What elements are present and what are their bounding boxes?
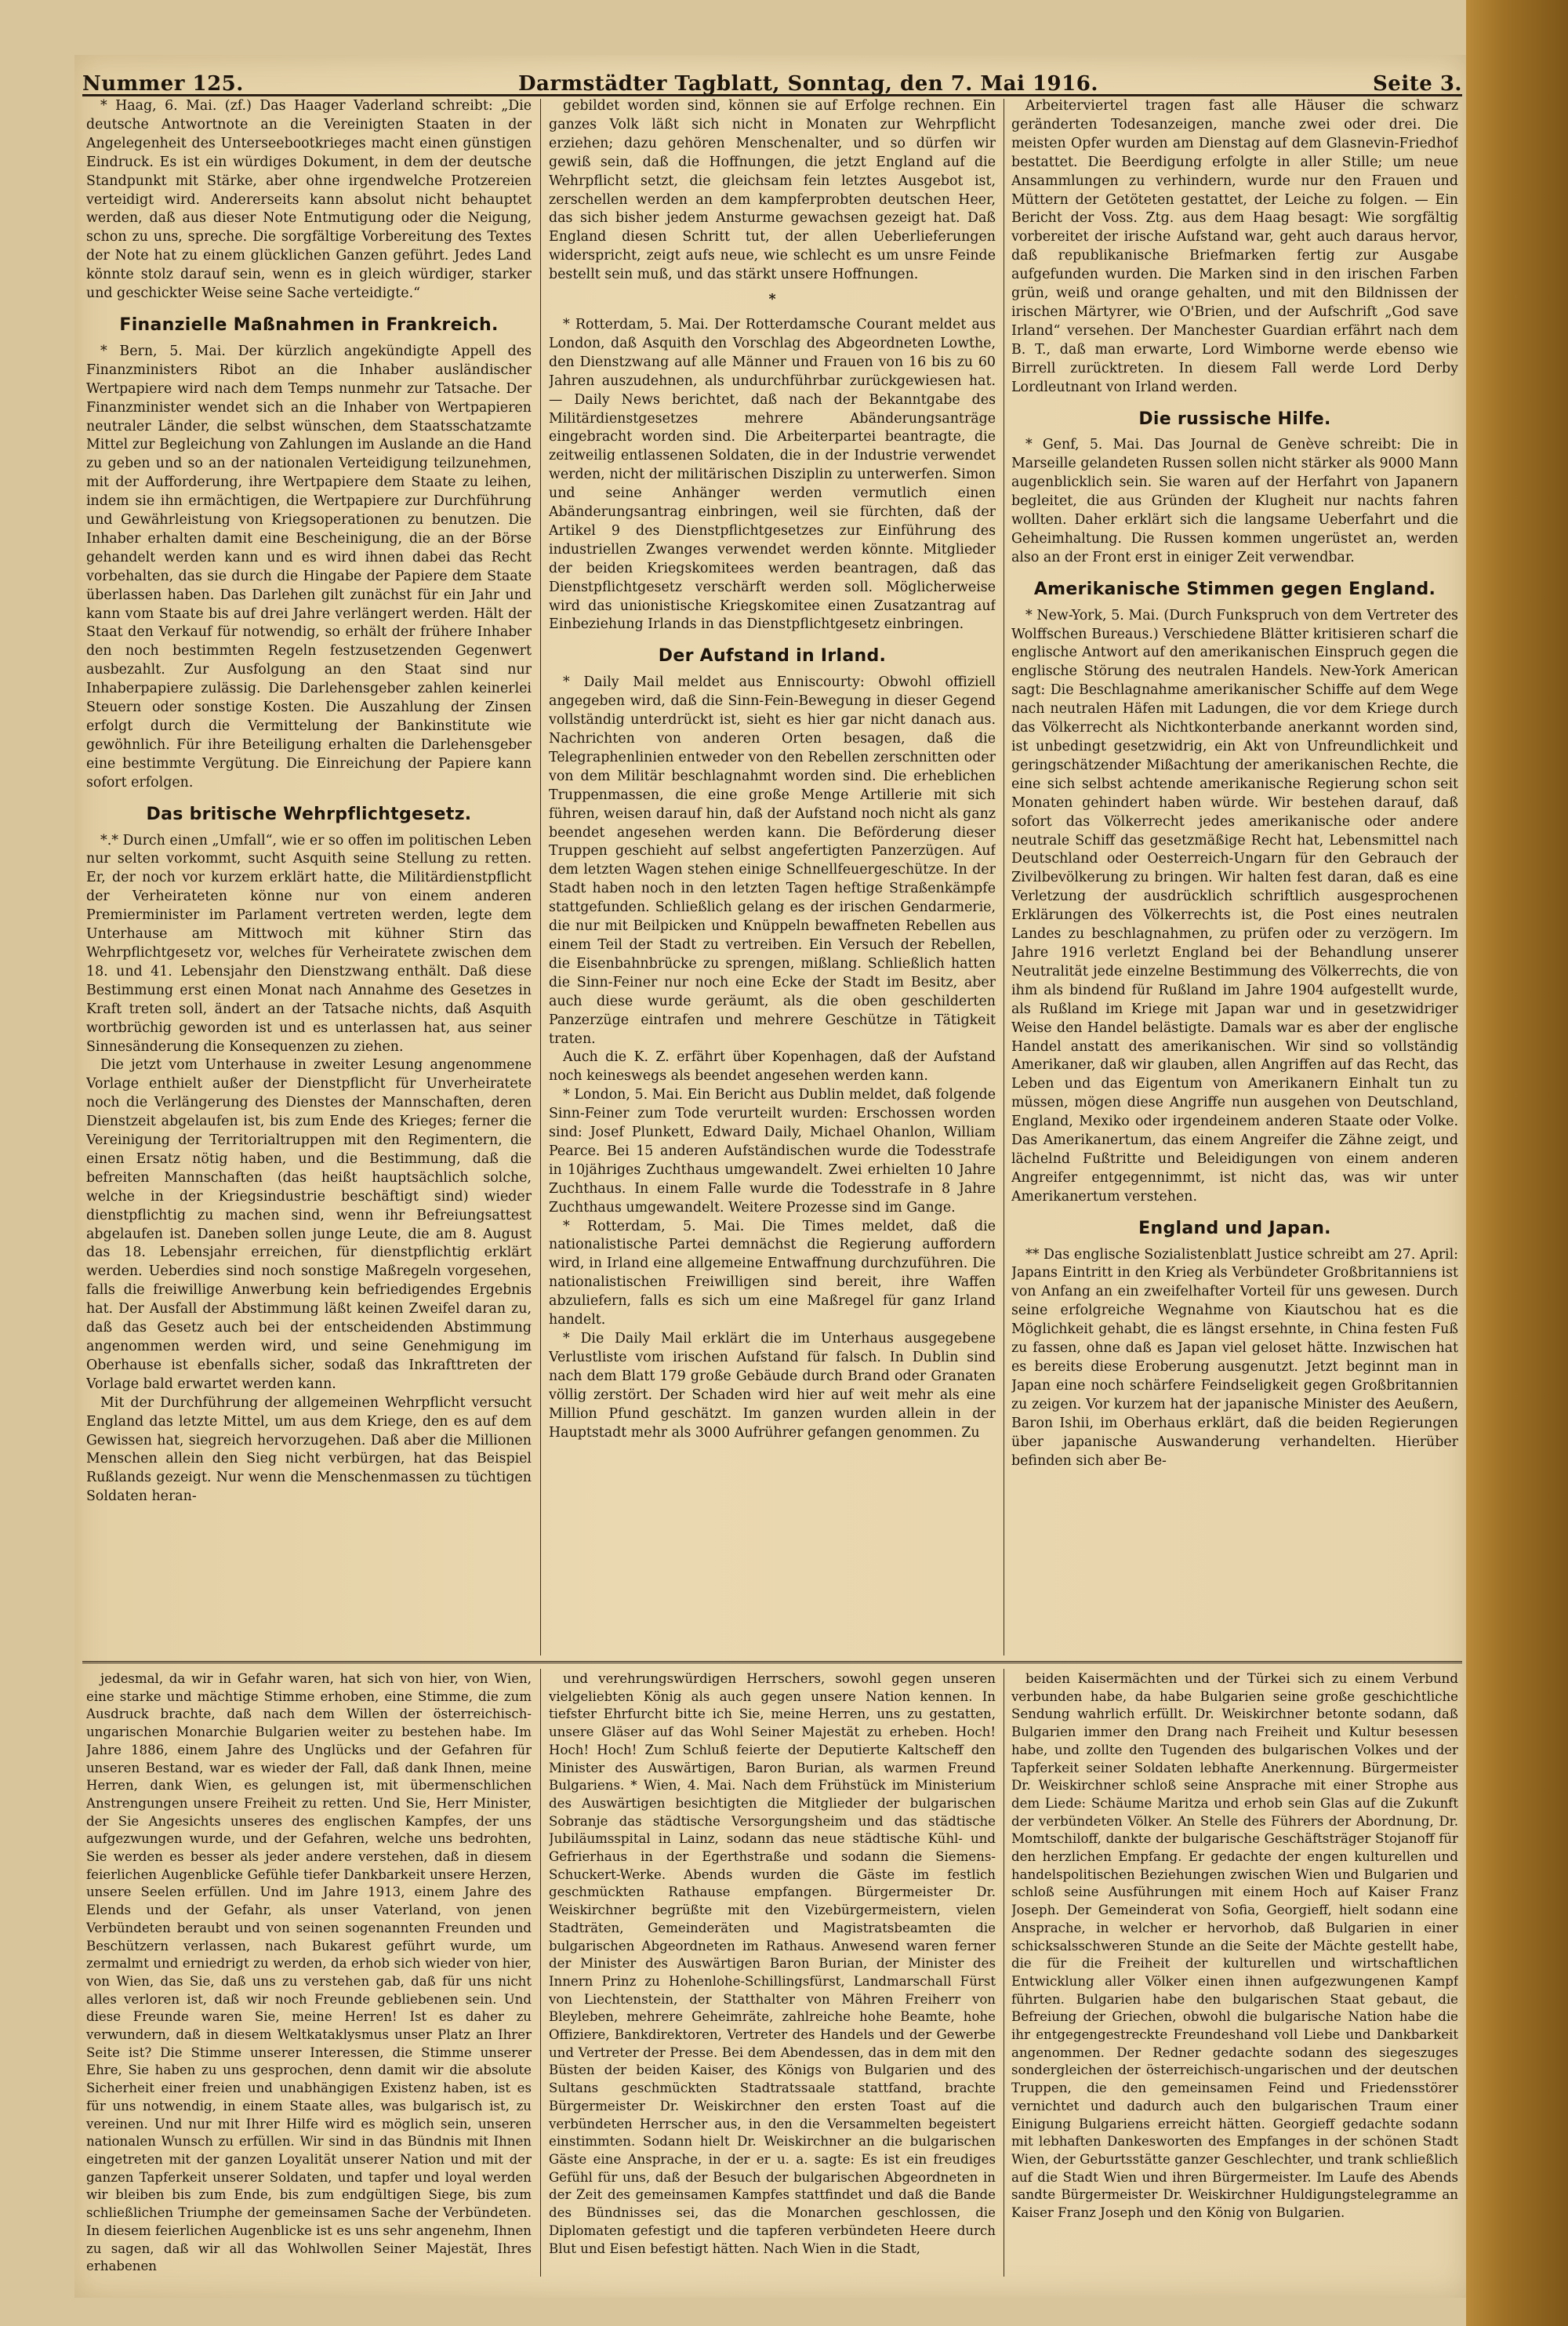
header-rule — [82, 94, 1462, 96]
article-wehrpflicht-3: Mit der Durchführung der allgemeinen Wehrpflicht versucht England das letzte Mittel, um aus dem Kriege, den es auf dem Gewissen hat, siegreich hervorzugehen. Daß aber die Millionen Menschen allein den Sieg nicht verbürgen, hat das Beispiel Rußlands gezeigt. Nur wenn die Menschenmassen zu tüchtigen Soldaten heran- — [86, 1394, 532, 1505]
bottom-column-2 — [549, 1670, 996, 2274]
headline-finanzielle-massnahmen: Finanzielle Maßnahmen in Frankreich. — [119, 314, 499, 335]
headline-russische-hilfe: Die russische Hilfe. — [1138, 409, 1331, 429]
article-bulgarien-2: und verehrungswürdigen Herrschers, sowohl gegen unseren vielgeliebten König als auch gegen unsere Nation kennen. In tiefster Ehrfurcht bitte ich Sie, meine Herren, uns zu gestatten, unsere Gläser auf das Wohl Seiner Majestät zu erheben. Hoch! Hoch! Hoch! Zum Schluß feierte der Deputierte Kaltscheff den Minister des Auswärtigen, Baron Burian, als warmen Freund Bulgariens. * Wien, 4. Mai. Nach dem Frühstück im Ministerium des Auswärtigen besichtigten die Mitglieder der bulgarischen Sobranje das städtische Versorgungsheim und das städtische Jubiläumsspital in Lainz, sodann das neue städtische Kühl- und Gefrierhaus in der Egerthstraße und sodann die Siemens-Schuckert-Werke. Abends wurden die Gäste im festlich geschmückten Rathause empfangen. Bürgermeister Dr. Weiskirchner begrüßte mit den Vizebürgermeistern, vielen Stadträten, Gemeinderäten und Magistratsbeamten die bulgarischen Abgeordneten im Rathaus. Anwesend waren ferner der Minister des Auswärtigen Baron Burian, der Minister des Innern Prinz zu Hohenlohe-Schillingsfürst, Landmarschall Fürst von Liechtenstein, der Statthalter von Mähren Freiherr von Bleyleben, mehrere Geheimräte, zahlreiche hohe Beamte, hohe Offiziere, Bankdirektoren, Vertreter des Handels und der Gewerbe und Vertreter der Presse. Bei dem Abendessen, das in dem mit den Büsten der beiden Kaiser, des Königs von Bulgarien und des Sultans geschmückten Stadtratssaale stattfand, brachte Bürgermeister Dr. Weiskirchner den ersten Toast auf die verbündeten Herrscher aus, in den die Versammelten begeistert einstimmten. Sodann hielt Dr. Weiskirchner an die bulgarischen Gäste eine Ansprache, in der er u. a. sagte: Es ist ein freudiges Gefühl für uns, daß der Besuch der bulgarischen Abgeordneten in der Zeit des gemeinsamen Kampfes stattfindet und daß die Bande des Bündnisses sei, das die Monarchen geschlossen, die Diplomaten gefestigt und die tapferen verbündeten Heere durch Blut und Eisen befestigt hätten. Nach Wien in die Stadt, — [549, 1671, 996, 2256]
article-new-york: * New-York, 5. Mai. (Durch Funkspruch von dem Vertreter des Wolffschen Bureaus.) Verschiedene Blätter kritisieren scharf die englische Antwort auf den amerikanischen Einspruch gegen die englische Störung des neutralen Handels. New-York American sagt: Die Beschlagnahme amerikanischer Schiffe auf dem Wege nach neutralen Häfen mit Ladungen, die vor dem Kriege durch das Völkerrecht als Nichtkonterbande anerkannt worden sind, ist unbedingt gesetzwidrig, ein Akt von Unfreundlichkeit und geringschätzender Mißachtung der amerikanischen Rechte, die eine sich selbst achtende amerikanische Regierung schon seit Monaten gehindert haben würde. Wir bestehen darauf, daß sofort das Völkerrecht jedes amerikanische oder andere neutrale Schiff das gesetzmäßige Recht hat, Lebensmittel nach Deutschland oder Oesterreich-Ungarn für den Gebrauch der Zivilbevölkerung zu bringen. Wir halten fest daran, daß es eine Verletzung der ausdrücklich schriftlich ausgesprochenen Erklärungen des Völkerrechts ist, die Post eines neutralen Landes zu beschlagnahmen, zu prüfen oder zu verzögern. Im Jahre 1916 verletzt England bei der Behandlung unserer Neutralität jede einzelne Bestimmung des Völkerrechts, die von ihm als bindend für Rußland im Jahre 1904 aufgestellt wurde, als Rußland im Kriege mit Japan war und in gesetzwidriger Weise den Handel belästigte. Damals war es aber der englische Handel anstatt des amerikanischen. Wir sind so vollständig Amerikaner, daß wir glauben, allen Angriffen auf das Recht, das Leben und das Eigentum von Amerikanern Einhalt tun zu müssen, mögen diese Angriffe nun ausgehen von Deutschland, England, Mexiko oder irgendeinem anderen Staate oder Volke. Das Amerikanertum, das einem Angreifer die Zähne zeigt, und lächelnd Fußtritte und Beleidigungen von einem anderen Angreifer entgegennimmt, ist nicht das, was wir unter Amerikanertum verstehen. — [1011, 607, 1458, 1205]
bottom-column-3 — [1011, 1670, 1458, 2274]
bottom-column-1 — [86, 1670, 532, 2274]
column-rule — [540, 1669, 541, 2277]
page-header — [82, 64, 1462, 96]
headline-aufstand-irland: Der Aufstand in Irland. — [658, 646, 887, 667]
issue-number: Nummer 125. — [82, 72, 244, 96]
article-verlustliste: * Die Daily Mail erklärt die im Unterhaus ausgegebene Verlustliste vom irischen Aufstand für falsch. In Dublin sind nach dem Blatt 179 große Gebäude durch Brand oder Granaten völlig zerstört. Der Schaden wird hier auf weit mehr als eine Million Pfund geschätzt. Im ganzen wurden allein in der Hauptstadt mehr als 3000 Aufrührer gefangen genommen. Zu — [549, 1331, 996, 1441]
headline-england-japan: England und Japan. — [1138, 1218, 1331, 1238]
article-daily-mail: * Daily Mail meldet aus Enniscourty: Obwohl offiziell angegeben wird, daß die Sinn-Fein-Bewegung in dieser Gegend vollständig unterdrückt ist, sieht es hier gar nicht danach aus. Nachrichten von anderen Orten besagen, daß die Telegraphenlinien entweder von den Rebellen zerschnitten oder von dem Militär beschlagnahmt worden sind. Die erheblichen Truppenmassen, die eine große Menge Artillerie mit sich führen, weisen darauf hin, daß der Aufstand noch nicht als ganz beendet angesehen werden kann. Die Beförderung dieser Truppen geschieht auf selbst angefertigten Panzerzügen. Auf dem letzten Wagen stehen einige Schnellfeuergeschütze. In der Stadt haben noch in den letzten Tagen heftige Straßenkämpfe stattgefunden. Schließlich gelang es der irischen Gendarmerie, die nur mit Beilpicken und Knüppeln bewaffneten Rebellen aus einem Teil der Stadt zu vertreiben. Ein Versuch der Rebellen, die Eisenbahnbrücke zu sprengen, mißlang. Schließlich hatten die Sinn-Feiner nur noch eine Ecke der Stadt im Besitz, aber auch diese wurde geräumt, als die oben geschilderten Panzerzüge eintrafen und mehrere Geschütze in Tätigkeit traten. — [549, 674, 996, 1047]
article-rotterdam-1: * Rotterdam, 5. Mai. Der Rotterdamsche Courant meldet aus London, daß Asquith den Vorschlag des Abgeordneten Lowthe, den Dienstzwang auf alle Männer und Frauen von 16 bis zu 60 Jahren auszudehnen, als undurchführbar zurückgewiesen hat. — Daily News berichtet, daß nach der Bekanntgabe des Militärdienstgesetzes mehrere Abänderungsanträge eingebracht worden sind. Die Arbeiterpartei beantragte, die zeitweilig entlassenen Soldaten, die in der Industrie verwendet werden, nicht der militärischen Disziplin zu unterwerfen. Simon und seine Anhänger werden vermutlich einen Abänderungsantrag einbringen, weil sie fürchten, daß der Artikel 9 des Dienstpflichtgesetzes zur Einführung des industriellen Zwanges verwendet werden könnte. Mitglieder der beiden Kriegskomitees werden beantragen, daß das Dienstpflichtgesetz verschärft werden soll. Möglicherweise wird das unionistische Kriegskomitee einen Zusatzantrag auf Einbeziehung Irlands in das Dienstpflichtgesetz einbringen. — [549, 316, 996, 633]
article-haag: * Haag, 6. Mai. (zf.) Das Haager Vaderland schreibt: „Die deutsche Antwortnote an die Vereinigten Staaten in der Angelegenheit des Unterseebootkrieges macht einen günstigen Eindruck. Es ist ein würdiges Dokument, in dem der deutsche Standpunkt mit Stärke, aber ohne irgendwelche Protzereien verteidigt wird. Andererseits kann absolut nicht behauptet werden, daß aus dieser Note Entmutigung oder die Neigung, schon zu uns, spreche. Die sorgfältige Vorbereitung des Textes der Note hat zu einem glücklichen Ganzen geführt. Jedes Land könnte stolz darauf sein, wenn es in gleich würdiger, starker und geschickter Weise seine Sache verteidigte.“ — [86, 98, 532, 302]
article-genf: * Genf, 5. Mai. Das Journal de Genève schreibt: Die in Marseille gelandeten Russen sollen nicht stärker als 9000 Mann augenblicklich sein. Sie waren auf der Herfahrt von Japanern begleitet, die aus Gründen der Klugheit nur nachts fahren wollten. Daher erklärt sich die langsame Ueberfahrt und die Geheimhaltung. Die Russen kommen ungerüstet an, werden also an der Front erst in einiger Zeit verwendbar. — [1011, 437, 1458, 565]
article-wehrpflicht-2: Die jetzt vom Unterhause in zweiter Lesung angenommene Vorlage enthielt außer der Dienstpflicht für Unverheiratete noch die Verlängerung des Dienstes der Mannschaften, deren Dienstzeit abgelaufen ist, bis zum Ende des Krieges; ferner die Vereinigung der Territorialtruppen mit den Regimentern, die einen Ersatz nötig haben, und die Bestimmung, daß die befreiten Mannschaften (das heißt hauptsächlich solche, welche in der Kriegsindustrie beschäftigt sind) wieder dienstpflichtig zu machen sind, wenn ihr Befreiungsattest abgelaufen ist. Daneben sollen junge Leute, die am 8. August das 18. Lebensjahr erreichen, für dienstpflichtig erklärt werden. Ueberdies sind noch sonstige Maßregeln vorgesehen, falls die freiwillige Anwerbung kein befriedigendes Ergebnis hat. Der Ausfall der Abstimmung läßt keinen Zweifel daran zu, daß das Gesetz auch bei der entscheidenden Abstimmung angenommen werden wird, und seine Genehmigung im Oberhause ist ebenfalls sicher, sodaß das Inkrafttreten der Vorlage bald erwartet werden kann. — [86, 1057, 532, 1392]
column-2 — [549, 97, 996, 1654]
article-justice: ** Das englische Sozialistenblatt Justice schreibt am 27. April: Japans Eintritt in den Krieg als Verbündeter Großbritanniens ist von Anfang an ein zweifelhafter Vorteil für uns gewesen. Durch seine erfolgreiche Wegnahme von Kiautschou hat es die Möglichkeit gehabt, die es längst ersehnte, in China festen Fuß zu fassen, ohne daß es Japan viel geloset hätte. Inzwischen hat es bereits diese Eroberung ausgenutzt. Jetzt beginnt man in Japan eine noch schärfere Feindseligkeit gegen Großbritannien zu zeigen. Vor kurzem hat der japanische Minister des Aeußern, Baron Ishii, im Oberhaus erklärt, daß die beiden Regierungen über japanische Auswanderung verhandelten. Hierüber befinden sich aber Be- — [1011, 1246, 1458, 1469]
article-rotterdam-2: * Rotterdam, 5. Mai. Die Times meldet, daß die nationalistische Partei demnächst die Regierung auffordern wird, in Irland eine allgemeine Entwaffnung durchzuführen. Die nationalistischen Freiwilligen sind bereit, ihre Waffen abzuliefern, falls es sich um eine Maßregel für ganz Irland handelt. — [549, 1218, 996, 1328]
page-number: Seite 3. — [1373, 72, 1462, 96]
column-rule — [540, 99, 541, 1655]
column-1 — [86, 97, 532, 1654]
column-3 — [1011, 97, 1458, 1654]
article-dublin-cont: Arbeiterviertel tragen fast alle Häuser die schwarz geränderten Todesanzeigen, manche zwei oder drei. Die meisten Opfer wurden am Dienstag auf dem Glasnevin-Friedhof bestattet. Die Beerdigung erfolgte in aller Stille; um neue Ansammlungen zu verhindern, wurde nur den Frauen und Müttern der Getöteten gestattet, der Leiche zu folgen. — Ein Bericht der Voss. Ztg. aus dem Haag besagt: Wie sorgfältig vorbereitet der irische Aufstand war, geht auch daraus hervor, daß republikanische Briefmarken fertig zur Ausgabe aufgefunden wurden. Die Marken sind in den irischen Farben grün, weiß und orange gehalten, und mit den Bildnissen der irischen Märtyrer, wie O'Brien, und der Aufschrift „God save Irland“ versehen. Der Manchester Guardian erfährt nach dem B. T., daß man erwarte, Lord Wimborne werde ebenso wie Birrell zurücktreten. In diesem Fall werde Lord Derby Lordleutnant von Irland werden. — [1011, 98, 1458, 395]
book-binding — [1466, 0, 1568, 2326]
article-kz: Auch die K. Z. erfährt über Kopenhagen, daß der Aufstand noch keineswegs als beendet angesehen werden kann. — [549, 1049, 996, 1085]
article-bulgarien-3: beiden Kaisermächten und der Türkei sich zu einem Verbund verbunden habe, da habe Bulgarien seine große geschichtliche Sendung wahrlich erfüllt. Dr. Weiskirchner betonte sodann, daß Bulgarien immer den Drang nach Freiheit und Kultur besessen habe, und zollte den Tugenden des bulgarischen Volkes und der Tapferkeit seiner Soldaten lebhafte Anerkennung. Bürgermeister Dr. Weiskirchner schloß seine Ansprache mit einer Strophe aus dem Liede: Schäume Maritza und erhob sein Glas auf die Zukunft der verbündeten Völker. An Stelle des Führers der Abordnung, Dr. Momtschiloff, dankte der bulgarische Geschäftsträger Stojanoff für den herzlichen Empfang. Er gedachte der engen kulturellen und handelspolitischen Beziehungen zwischen Wien und Bulgarien und schloß seine Ausführungen mit einem Hoch auf Kaiser Franz Joseph. Der Gemeinderat von Sofia, Georgieff, hielt sodann eine Ansprache, in welcher er hervorhob, daß Bulgarien in einer schicksalsschweren Stunde an die Seite der Mächte gestellt habe, die für die Freiheit der kulturellen und wirtschaftlichen Entwicklung aller Völker einen ihnen aufgezwungenen Kampf führten. Bulgarien habe den bulgarischen Staat gebaut, die Befreiung der Griechen, obwohl die bulgarische Nation habe die ihr entgegengestreckte Freundeshand voll Liebe und Dankbarkeit angenommen. Der Redner gedachte sodann des siegeszuges sondergleichen der österreichisch-ungarischen und der deutschen Truppen, die den gemeinsamen Feind und Friedensstörer vernichtet und dadurch auch den bulgarischen Traum einer Einigung Bulgariens erreicht hätten. Georgieff gedachte sodann mit lebhaften Dankesworten des Empfanges in der schönen Stadt Wien, der Geburtsstätte ganzer Geschlechter, und trank schließlich auf die Stadt Wien und ihren Bürgermeister. Im Laufe des Abends sandte Bürgermeister Dr. Weiskirchner Huldigungstelegramme an Kaiser Franz Joseph und den König von Bulgarien. — [1011, 1671, 1458, 2221]
masthead-date: Darmstädter Tagblatt, Sonntag, den 7. Mai 1916. — [517, 72, 1098, 96]
section-divider — [82, 1661, 1462, 1663]
headline-wehrpflichtgesetz: Das britische Wehrpflichtgesetz. — [146, 804, 472, 824]
article-bern: * Bern, 5. Mai. Der kürzlich angekündigte Appell des Finanzministers Ribot an die Inhaber ausländischer Wertpapiere wird nach dem Temps nunmehr zur Tatsache. Der Finanzminister wendet sich an die Inhaber von Wertpapieren neutraler Länder, die selbst wünschen, dem Staatsschatzamte Mittel zur Begleichung von Zahlungen im Auslande an die Hand zu geben und so an der nationalen Verteidigung teilzunehmen, mit der Aufforderung, ihre Wertpapiere dem Staate zu leihen, indem sie ihn ermächtigen, die Wertpapiere zur Durchführung und Gewährleistung von Kriegsoperationen zu benutzen. Die Inhaber erhalten damit eine Bescheinigung, die an der Börse gehandelt werden kann und es wird ihnen dabei das Recht vorbehalten, das sie durch die Hingabe der Papiere dem Staate überlassen haben. Das Darlehen gilt zunächst für ein Jahr und kann vom Staate bis auf drei Jahre verlängert werden. Hält der Staat den Verkauf für notwendig, so erhält der frühere Inhaber den noch bestimmten Regeln festzusetzenden Gegenwert ausbezahlt. Zur Ausfolgung an den Staat sind nur Inhaberpapiere zulässig. Die Darlehensgeber zahlen keinerlei Steuern oder sonstige Kosten. Die Auszahlung der Zinsen erfolgt durch die Vermittelung der Bankinstitute wie gewöhnlich. Für ihre Beteiligung erhalten die Darlehensgeber eine bestimmte Vergütung. Die Einreichung der Papiere kann sofort erfolgen. — [86, 343, 532, 790]
article-london: * London, 5. Mai. Ein Bericht aus Dublin meldet, daß folgende Sinn-Feiner zum Tode verurteilt wurden: Erschossen worden sind: Josef Plunkett, Edward Daily, Michael Ohanlon, William Pearce. Bei 15 anderen Aufständischen wurde die Todesstrafe in 10jähriges Zuchthaus umgewandelt. Zwei erhielten 10 Jahre Zuchthaus. In einem Falle wurde die Todesstrafe in 8 Jahre Zuchthaus umgewandelt. Weitere Prozesse sind im Gange. — [549, 1087, 996, 1216]
article-wehrpflicht-1: *.* Durch einen „Umfall“, wie er so offen im politischen Leben nur selten vorkommt, sucht Asquith seine Stellung zu retten. Er, der noch vor kurzem erklärt hatte, die Militärdienstpflicht der Verheirateten könne nur von einem anderen Premierminister im Parlament vertreten werden, legte dem Unterhause am Mittwoch mit kühner Stirn das Wehrpflichtgesetz vor, welches für Verheiratete zwischen dem 18. und 41. Lebensjahr den Dienstzwang enthält. Daß diese Bestimmung erst einen Monat nach Annahme des Gesetzes in Kraft treten soll, ändert an der Tatsache nichts, daß Asquith wortbrüchig geworden ist und es unterlassen hat, aus seiner Sinnesänderung die Konsequenzen zu ziehen. — [86, 832, 532, 1055]
article-bulgarien-1: jedesmal, da wir in Gefahr waren, hat sich von hier, von Wien, eine starke und mächtige Stimme erhoben, eine Stimme, die zum Ausdruck brachte, daß nach dem Willen der österreichisch-ungarischen Monarchie Bulgarien weiter zu bestehen habe. Im Jahre 1886, einem Jahre des Unglücks und der Gefahren für unseren Bestand, war es wieder der Fall, daß dank Ihnen, meine Herren, dank Wien, es gelungen ist, mit übermenschlichen Anstrengungen unsere Freiheit zu retten. Und Sie, Herr Minister, der Sie Angesichts unseres des englischen Kampfes, der uns aufgezwungen wurde, und der Gefahren, welche uns bedrohten, Sie werden es besser als jeder andere verstehen, daß in diesem feierlichen Augenblicke Gefühle tiefer Dankbarkeit unsere Herzen, unsere Seelen erfüllen. Und im Jahre 1913, einem Jahre des Elends und der Gefahr, als unser Vaterland, von jenen Verbündeten beraubt und von seinen sogenannten Freunden und Beschützern verlassen, nach Bukarest geführt wurde, um zermalmt und erniedrigt zu werden, da erhob sich wieder von hier, von Wien, das Sie, daß uns zu verstehen gab, daß für uns nicht alles verloren ist, daß wir noch Freunde gebliebenen sein. Und diese Freunde waren Sie, meine Herren! Ist es daher zu verwundern, daß in diesem Weltkataklysmus unser Platz an Ihrer Seite ist? Die Stimme unserer Interessen, die Stimme unserer Ehre, Sie haben zu uns gesprochen, denn damit wir die absolute Sicherheit einer freien und unabhängigen Existenz haben, ist es für uns notwendig, in einem Staate alles, was bulgarisch ist, zu vereinen. Und nur mit Ihrer Hilfe wird es möglich sein, unseren nationalen Wunsch zu erfüllen. Wir sind in das Bündnis mit Ihnen eingetreten mit der ganzen Loyalität unserer Nation und mit der ganzen Tapferkeit unserer Soldaten, und tapfer und loyal werden wir bleiben bis zum Ende, bis zum endgültigen Siege, bis zum schließlichen Triumphe der gemeinsamen Sache der Verbündeten. In diesem feierlichen Augenblicke ist es uns sehr angenehm, Ihnen zu sagen, daß wir all das Wohlwollen Seiner Majestät, Ihres erhabenen — [86, 1671, 532, 2274]
article-wehrpflicht-cont: gebildet worden sind, können sie auf Erfolge rechnen. Ein ganzes Volk läßt sich nicht in Monaten zur Wehrpflicht erziehen; dazu gehören Menschenalter, und so dürfen wir gewiß sein, daß die Hoffnungen, die jetzt England auf die Wehrpflicht setzt, die gleichsam fein letztes Ausgebot ist, zerschellen werden an dem kampferprobten deutschen Heer, das sich bisher jedem Ansturme gewachsen gezeigt hat. Daß England diesen Schritt tut, der allen Ueberlieferungen widerspricht, zeigt aufs neue, wie schlecht es um unsre Feinde bestellt sein muß, und das stärkt unsere Hoffnungen. — [549, 98, 996, 283]
headline-amerikanische-stimmen: Amerikanische Stimmen gegen England. — [1033, 579, 1436, 599]
separator-star: * — [768, 292, 776, 308]
